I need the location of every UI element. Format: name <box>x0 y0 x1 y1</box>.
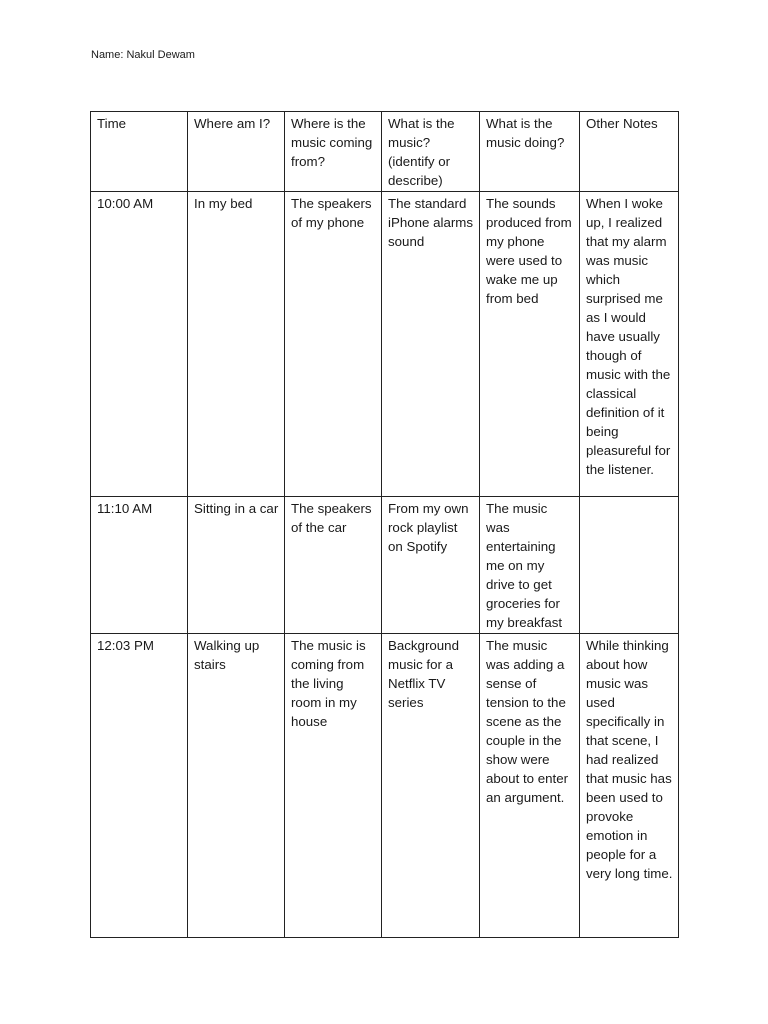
cell-music-source: The speakers of my phone <box>285 192 382 497</box>
header-other-notes: Other Notes <box>580 112 679 192</box>
cell-music-source: The speakers of the car <box>285 497 382 634</box>
cell-location: Sitting in a car <box>188 497 285 634</box>
header-music-function: What is the music doing? <box>480 112 580 192</box>
cell-time: 11:10 AM <box>91 497 188 634</box>
cell-music-source: The music is coming from the living room in my house <box>285 634 382 938</box>
table-row <box>91 634 679 938</box>
cell-music-identity: Background music for a Netflix TV series <box>382 634 480 938</box>
cell-time: 10:00 AM <box>91 192 188 497</box>
header-music-identity: What is the music? (identify or describe) <box>382 112 480 192</box>
table-row <box>91 497 679 634</box>
cell-other-notes: When I woke up, I realized that my alarm was music which surprised me as I would have usually though of music with the classical definition of it being pleasureful for the listener. <box>580 192 679 497</box>
music-journal-table <box>90 111 679 938</box>
cell-time: 12:03 PM <box>91 634 188 938</box>
cell-music-function: The music was entertaining me on my drive to get groceries for my breakfast <box>480 497 580 634</box>
cell-location: Walking up stairs <box>188 634 285 938</box>
header-location: Where am I? <box>188 112 285 192</box>
cell-other-notes <box>580 497 679 634</box>
student-name: Name: Nakul Dewam <box>91 49 195 61</box>
cell-music-identity: The standard iPhone alarms sound <box>382 192 480 497</box>
table-header-row <box>91 112 679 192</box>
header-music-source: Where is the music coming from? <box>285 112 382 192</box>
cell-music-function: The sounds produced from my phone were used to wake me up from bed <box>480 192 580 497</box>
header-time: Time <box>91 112 188 192</box>
table-row <box>91 192 679 497</box>
cell-music-function: The music was adding a sense of tension to the scene as the couple in the show were about to enter an argument. <box>480 634 580 938</box>
cell-music-identity: From my own rock playlist on Spotify <box>382 497 480 634</box>
cell-other-notes: While thinking about how music was used specifically in that scene, I had realized that music has been used to provoke emotion in people for a very long time. <box>580 634 679 938</box>
cell-location: In my bed <box>188 192 285 497</box>
